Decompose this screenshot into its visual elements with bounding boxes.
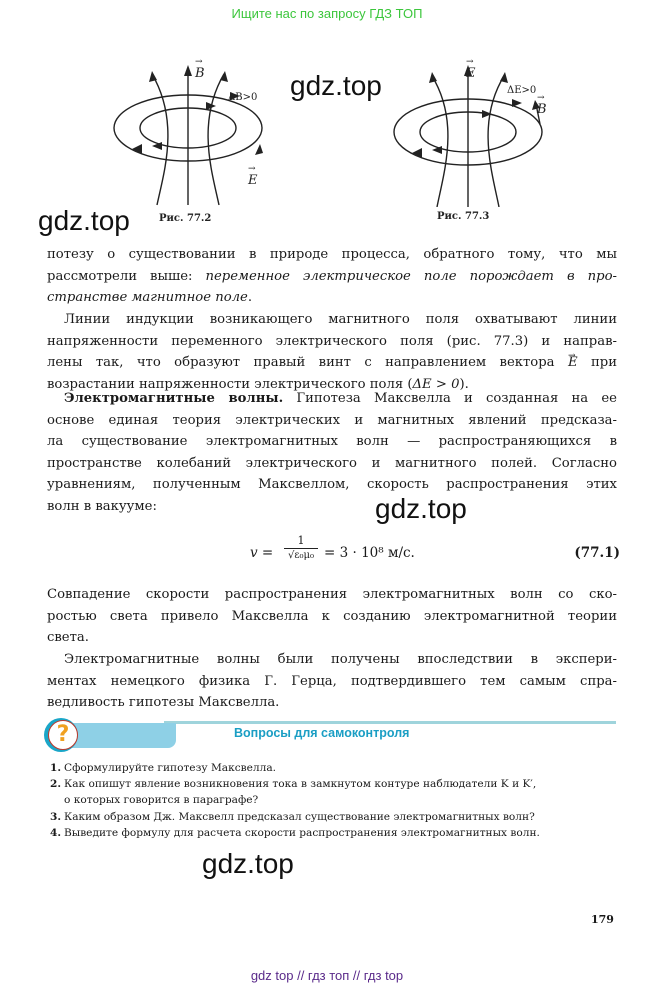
questions-title: Вопросы для самоконтроля — [234, 726, 410, 740]
figure-77-2 — [112, 62, 302, 207]
section-heading: Электромагнитные волны. — [64, 391, 284, 406]
list-item: 4. Выведите формулу для расчета скорости распространения электромагнитных волн. — [50, 826, 540, 839]
paragraph-induction-lines: Линии индукции возникающего магнитного поля охватывают линии напряженности переменного электрического поля (рис. 77.3) и направ- лены так, что образуют правый винт с направлением вектора → E при возрастании напряженности электрического поля (ΔE > 0). — [47, 309, 617, 395]
page-number: 179 — [591, 913, 614, 926]
header-rule — [164, 721, 616, 724]
list-item: 1. Сформулируйте гипотезу Максвелла. — [50, 762, 277, 774]
questions-list — [50, 760, 620, 841]
figure-caption-77-3: Рис. 77.3 — [437, 211, 490, 222]
figure-label-b-loop: → B — [537, 102, 547, 117]
paragraph-speed-of-light: Совпадение скорости распространения электромагнитных волн со ско- ростью света привело Максвелла к созданию электромагнитной теории света. — [47, 587, 617, 645]
figure-label-e: → E — [248, 173, 258, 188]
list-item: 3. Каким образом Дж. Максвелл предсказал существование электромагнитных волн? — [50, 810, 535, 823]
figure-label-e-axis: → E — [466, 66, 476, 81]
top-banner: Ищите нас по запросу ГДЗ ТОП — [231, 6, 423, 21]
figure-77-3 — [382, 62, 572, 207]
fraction: $\frac{1}{\text{√ε₀μ₀}}$ — [284, 534, 318, 563]
watermark: gdz.top — [290, 70, 382, 101]
paragraph-em-waves: Электромагнитные волны. Гипотеза Максвелла и созданная на ее основе единая теория электрических и магнитных явлений предсказа- ла существование электромагнитных волн — распространяющихся в пространстве колебаний электрического и магнитного полей. Согласно уравнениям, полученным Максвеллом, скорость распространения этих волн в вакууме: — [47, 391, 617, 514]
list-item-continuation: о которых говорится в параграфе? — [64, 794, 259, 807]
figure-label-b: → B — [195, 66, 205, 81]
footer-links[interactable]: gdz top // гдз топ // гдз top — [250, 968, 404, 983]
figure-caption-77-2: Рис. 77.2 — [159, 213, 212, 224]
questions-header — [44, 718, 616, 758]
question-mark-icon: ? — [48, 720, 78, 750]
figure-label-delta-e: ΔE>0 — [507, 85, 537, 96]
paragraph-hypothesis: потезу о существовании в природе процесса, обратного тому, что мы рассмотрели выше: переменное электрическое поле порождает в про- странстве магнитное поле. — [47, 247, 617, 305]
equation-number: (77.1) — [574, 545, 620, 561]
figure-label-delta: ΔB>0 — [228, 92, 258, 103]
list-item: 2. Как опишут явление возникновения тока в замкнутом контуре наблюдатели K и K′, — [50, 778, 537, 791]
paragraph-hertz: Электромагнитные волны были получены впоследствии в экспери- ментах немецкого физика Г. Герца, подтвердившего тем самым спра- ведливость гипотезы Максвелла. — [47, 652, 617, 710]
formula-77-1: v = $\frac{1}{\text{√ε₀μ₀}}$ = 3 · 10⁸ м/с. (77.1) — [250, 534, 620, 561]
watermark: gdz.top — [202, 848, 294, 879]
watermark: gdz.top — [375, 493, 467, 524]
vector-e: → E — [568, 355, 578, 370]
watermark: gdz.top — [38, 205, 130, 236]
